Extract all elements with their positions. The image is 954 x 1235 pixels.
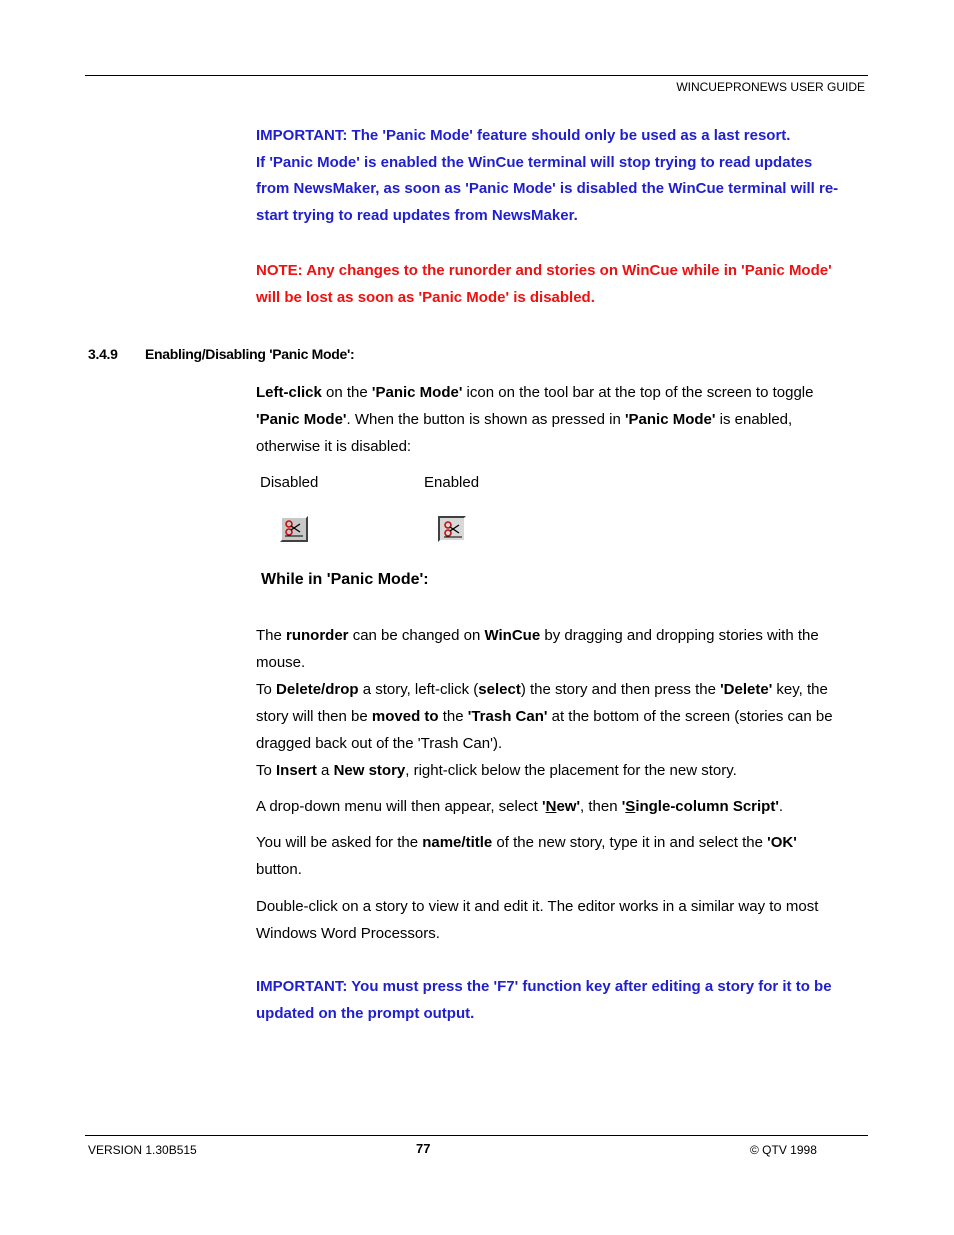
- section-title: Enabling/Disabling 'Panic Mode':: [145, 346, 355, 362]
- text-bold: 'Panic Mode': [371, 384, 463, 401]
- enabled-label: Enabled: [424, 474, 480, 491]
- important-notice-1-line-1: IMPORTANT: The 'Panic Mode' feature should only be used as a last resort.: [256, 127, 791, 144]
- text-bold: 'Delete': [720, 681, 773, 698]
- footer-copyright: [750, 1143, 817, 1157]
- text-bold: Left-click: [256, 384, 322, 401]
- delete-line-1: [256, 676, 868, 703]
- delete-line-2: [256, 703, 868, 730]
- dropdown-line-1: [256, 793, 868, 820]
- text-bold: 'OK': [767, 834, 797, 851]
- toggle-line-3: otherwise it is disabled:: [256, 438, 412, 455]
- text: at the bottom of the screen (stories can be: [547, 708, 833, 725]
- text: ) the story and then press the: [520, 681, 721, 698]
- header-title: WINCUEPRONEWS USER GUIDE: [676, 80, 865, 94]
- toggle-line-1: [256, 379, 868, 406]
- text: . When the button is shown as pressed in: [346, 411, 625, 428]
- text: can be changed on: [348, 627, 485, 644]
- text: the: [438, 708, 468, 725]
- text-bold: 'Panic Mode': [256, 411, 347, 428]
- header-rule: [85, 75, 868, 76]
- panic-mode-icon: [283, 519, 305, 539]
- important-notice-1-line-3: from NewsMaker, as soon as 'Panic Mode' is disabled the WinCue terminal will re-: [256, 180, 839, 197]
- text-bold: runorder: [286, 627, 349, 644]
- name-line-2: button.: [256, 861, 302, 878]
- panic-mode-button-disabled[interactable]: [280, 516, 308, 542]
- text: icon on the tool bar at the top of the screen to toggle: [462, 384, 814, 401]
- name-line-1: [256, 829, 868, 856]
- text: story will then be: [256, 708, 372, 725]
- copyright-text: QTV 1998: [758, 1143, 817, 1157]
- footer-page-number: 77: [416, 1141, 431, 1156]
- section-heading: [88, 346, 355, 362]
- text-bold: 'Trash Can': [467, 708, 548, 725]
- panic-mode-icon: [441, 519, 463, 539]
- toggle-line-2: [256, 406, 868, 433]
- text-bold: ': [542, 798, 546, 815]
- text-bold: Insert: [276, 762, 317, 779]
- important-notice-1-line-2: If 'Panic Mode' is enabled the WinCue terminal will stop trying to read updates: [256, 153, 813, 171]
- panic-mode-button-enabled[interactable]: [438, 516, 466, 542]
- text-bold-underline: S: [625, 798, 636, 815]
- toggle-paragraph: [256, 379, 868, 460]
- while-panic-heading: While in 'Panic Mode':: [261, 571, 429, 588]
- text: To: [256, 681, 277, 698]
- text: .: [778, 798, 784, 815]
- text: , then: [580, 798, 622, 815]
- footer-version: VERSION 1.30B515: [88, 1143, 197, 1157]
- important-notice-1-line-4: start trying to read updates from NewsMaker.: [256, 206, 578, 224]
- text: a: [316, 762, 334, 779]
- footer-rule: [85, 1135, 868, 1136]
- text: To: [256, 762, 277, 779]
- text: key, the: [772, 681, 828, 698]
- text-bold: 'Panic Mode': [624, 411, 716, 428]
- text-bold: New story: [333, 762, 406, 779]
- text-bold: Delete/drop: [276, 681, 359, 698]
- edit-paragraph: [256, 893, 868, 947]
- text-bold: moved to: [371, 708, 439, 725]
- dropdown-paragraph: [256, 793, 868, 820]
- edit-line-2: Windows Word Processors.: [256, 925, 440, 942]
- section-number: 3.4.9: [88, 346, 118, 362]
- text-bold: ew': [556, 798, 581, 815]
- text: A drop-down menu will then appear, select: [256, 798, 543, 815]
- note-line-2: will be lost as soon as 'Panic Mode' is disabled.: [256, 289, 595, 306]
- text: a story, left-click (: [358, 681, 479, 698]
- name-paragraph: [256, 829, 868, 883]
- disabled-label: Disabled: [260, 474, 319, 491]
- important-notice-2: [256, 973, 868, 1027]
- delete-line-3: dragged back out of the 'Trash Can').: [256, 735, 503, 752]
- insert-line-1: [256, 757, 868, 784]
- text: by dragging and dropping stories with the: [540, 627, 819, 644]
- runorder-paragraph: [256, 622, 868, 784]
- note-notice: [256, 257, 868, 311]
- text-bold: WinCue: [484, 627, 541, 644]
- runorder-line-1: [256, 622, 868, 649]
- text-bold: ': [621, 798, 626, 815]
- text: on the: [321, 384, 372, 401]
- text: is enabled,: [715, 411, 793, 428]
- note-line-1: NOTE: Any changes to the runorder and stories on WinCue while in 'Panic Mode': [256, 262, 832, 279]
- important-notice-2-line-2: updated on the prompt output.: [256, 1005, 475, 1022]
- important-notice-2-line-1: IMPORTANT: You must press the 'F7' function key after editing a story for it to be: [256, 978, 832, 995]
- text: , right-click below the placement for the new story.: [405, 762, 737, 779]
- text: The: [256, 627, 287, 644]
- important-notice-1: [256, 123, 868, 229]
- text-bold: ingle-column Script': [635, 798, 779, 815]
- text-bold: select: [478, 681, 521, 698]
- text-bold-underline: N: [545, 798, 557, 815]
- text: You will be asked for the: [256, 834, 423, 851]
- edit-line-1: Double-click on a story to view it and edit it. The editor works in a similar way to most: [256, 898, 819, 915]
- runorder-line-2: mouse.: [256, 654, 306, 671]
- text: of the new story, type it in and select the: [492, 834, 768, 851]
- copyright-symbol: ©: [750, 1143, 759, 1157]
- text-bold: name/title: [422, 834, 493, 851]
